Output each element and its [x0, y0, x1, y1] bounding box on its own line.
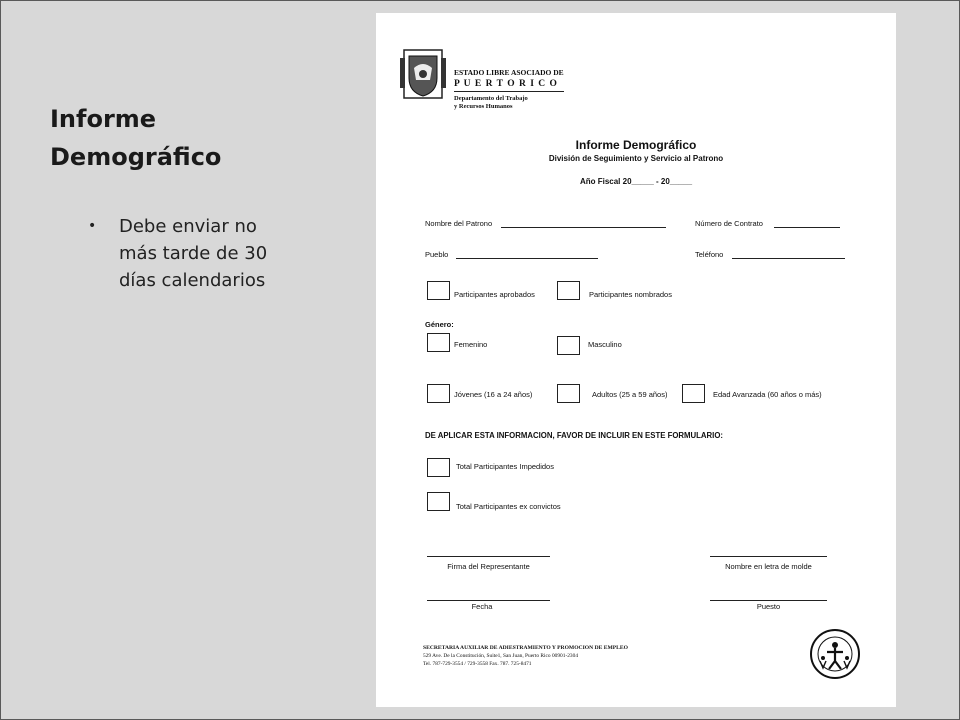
- label-firma: Firma del Representante: [447, 562, 530, 571]
- label-numero-contrato: Número de Contrato: [695, 219, 763, 228]
- checkbox-ex-convictos[interactable]: [427, 492, 450, 511]
- checkbox-femenino[interactable]: [427, 333, 450, 352]
- bullet-list: [88, 213, 298, 294]
- checkbox-adultos[interactable]: [557, 384, 580, 403]
- field-nombre-patrono[interactable]: [501, 227, 666, 228]
- agency-logo-icon: [809, 628, 861, 680]
- section-note: DE APLICAR ESTA INFORMACION, FAVOR DE INCLUIR EN ESTE FORMULARIO:: [425, 431, 724, 440]
- footer-line2: 529 Ave. De la Constitución, Suite1, San Juan, Puerto Rico 00901-2304: [423, 653, 579, 659]
- label-genero: Género:: [425, 320, 454, 329]
- header-dept-line2: y Recursos Humanos: [454, 103, 513, 110]
- label-nombrados: Participantes nombrados: [589, 290, 672, 299]
- checkbox-impedidos[interactable]: [427, 458, 450, 477]
- label-nombre-molde: Nombre en letra de molde: [725, 562, 812, 571]
- label-ex-convictos: Total Participantes ex convictos: [456, 502, 561, 511]
- checkbox-nombrados[interactable]: [557, 281, 580, 300]
- label-femenino: Femenino: [454, 340, 488, 349]
- checkbox-aprobados[interactable]: [427, 281, 450, 300]
- field-telefono[interactable]: [732, 258, 845, 259]
- header-rule: [454, 91, 564, 92]
- signature-line[interactable]: [427, 556, 550, 557]
- name-line[interactable]: [710, 556, 827, 557]
- label-jovenes: Jóvenes (16 a 24 años): [454, 390, 533, 399]
- label-aprobados: Participantes aprobados: [454, 290, 535, 299]
- label-edad-avanzada: Edad Avanzada (60 años o más): [713, 390, 822, 399]
- checkbox-masculino[interactable]: [557, 336, 580, 355]
- position-line[interactable]: [710, 600, 827, 601]
- form-subtitle: División de Seguimiento y Servicio al Patrono: [548, 154, 724, 163]
- checkbox-jovenes[interactable]: [427, 384, 450, 403]
- label-telefono: Teléfono: [695, 250, 724, 259]
- field-numero-contrato[interactable]: [774, 227, 840, 228]
- label-puesto: Puesto: [756, 602, 781, 611]
- coat-of-arms-seal-icon: [400, 48, 446, 102]
- form-document: [376, 13, 896, 707]
- header-puerto-rico: P U E R T O R I C O: [454, 79, 558, 89]
- label-fecha: Fecha: [471, 602, 493, 611]
- label-impedidos: Total Participantes Impedidos: [456, 462, 554, 471]
- label-adultos: Adultos (25 a 59 años): [592, 390, 668, 399]
- date-line[interactable]: [427, 600, 550, 601]
- footer-line1: SECRETARIA AUXILIAR DE ADIESTRAMIENTO Y PROMOCION DE EMPLEO: [423, 645, 628, 651]
- header-estado: ESTADO LIBRE ASOCIADO DE: [454, 68, 564, 77]
- field-pueblo[interactable]: [456, 258, 598, 259]
- footer-line3: Tel. 787-729-3554 / 729-3558 Fax. 787. 725-8471: [423, 661, 532, 667]
- header-dept-line1: Departamento del Trabajo: [454, 95, 528, 102]
- slide-title: Informe Demográfico: [50, 105, 222, 171]
- bullet-item: • Debe enviar no más tarde de 30 días calendarios: [88, 213, 298, 294]
- label-pueblo: Pueblo: [425, 250, 449, 259]
- label-masculino: Masculino: [588, 340, 622, 349]
- label-nombre-patrono: Nombre del Patrono: [425, 219, 493, 228]
- fiscal-year: Año Fiscal 20_____ - 20_____: [579, 177, 693, 186]
- checkbox-edad-avanzada[interactable]: [682, 384, 705, 403]
- form-title: Informe Demográfico: [575, 138, 697, 152]
